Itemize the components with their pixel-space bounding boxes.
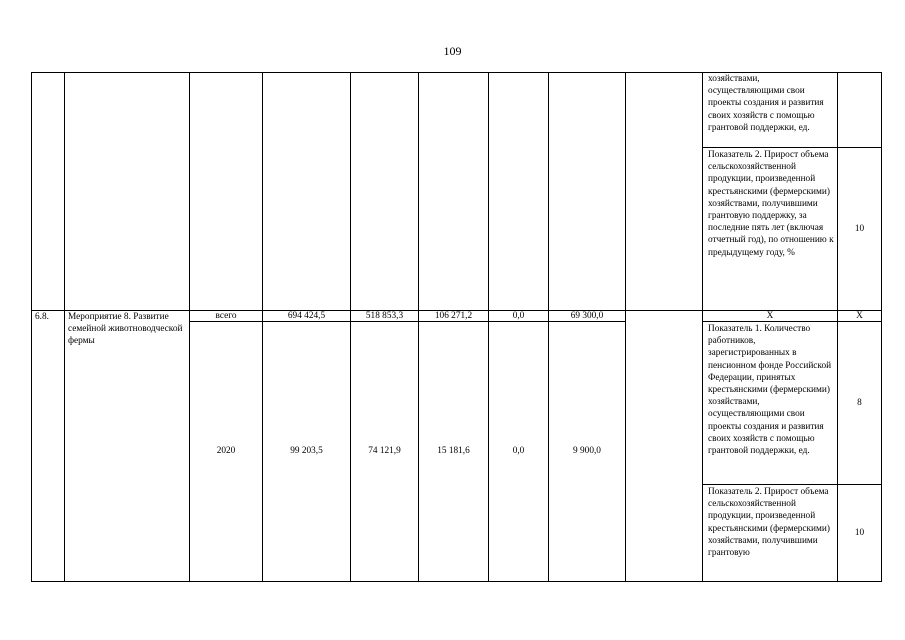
indicator-cell: Показатель 2. Прирост объема сельскохозяйственной продукции, произведенной крестьянскими (фермерскими) хозяйствами, получившими грантовую поддержку, за последние пять лет (включая отчетный год), по отношению к предыдущему году, %	[708, 150, 834, 258]
total-value-all: 694 424,5	[287, 311, 326, 322]
indicator-cell: хозяйствами, осуществляющими свои проекты создания и развития своих хозяйств с помощью грантовой поддержки, ед.	[708, 74, 824, 133]
total-indicator-value: X	[856, 311, 863, 322]
indicator-cell: Показатель 2. Прирост объема сельскохозяйственной продукции, произведенной крестьянскими (фермерскими) хозяйствами, получившими грантовую	[708, 487, 830, 559]
year-value-local: 0,0	[512, 446, 525, 457]
measure-name: Мероприятие 8. Развитие семейной животноводческой фермы	[68, 312, 183, 347]
total-value-extra: 69 300,0	[570, 311, 604, 322]
year-value-federal: 74 121,9	[368, 446, 401, 457]
year-value-regional: 15 181,6	[437, 446, 470, 457]
year-label: 2020	[216, 446, 236, 457]
indicator-value: 10	[854, 223, 865, 234]
total-label: всего	[215, 311, 237, 322]
indicator-value: 10	[854, 527, 865, 538]
measure-number: 6.8.	[35, 312, 49, 322]
indicator-cell: Показатель 1. Количество работников, зарегистрированных в пенсионном фонде Российской Федерации, принятых крестьянскими (фермерскими) хозяйствами, осуществляющими свои проекты создания и развития своих хозяйств с помощью грантовой поддержки, ед.	[708, 324, 832, 457]
total-value-regional: 106 271,2	[434, 311, 473, 322]
page-number: 109	[443, 44, 462, 58]
indicator-value: 8	[857, 397, 862, 408]
year-value-extra: 9 900,0	[573, 446, 601, 457]
total-value-federal: 518 853,3	[365, 311, 404, 322]
total-value-local: 0,0	[512, 311, 525, 322]
total-indicator: X	[766, 311, 774, 322]
year-value-all: 99 203,5	[290, 446, 323, 457]
